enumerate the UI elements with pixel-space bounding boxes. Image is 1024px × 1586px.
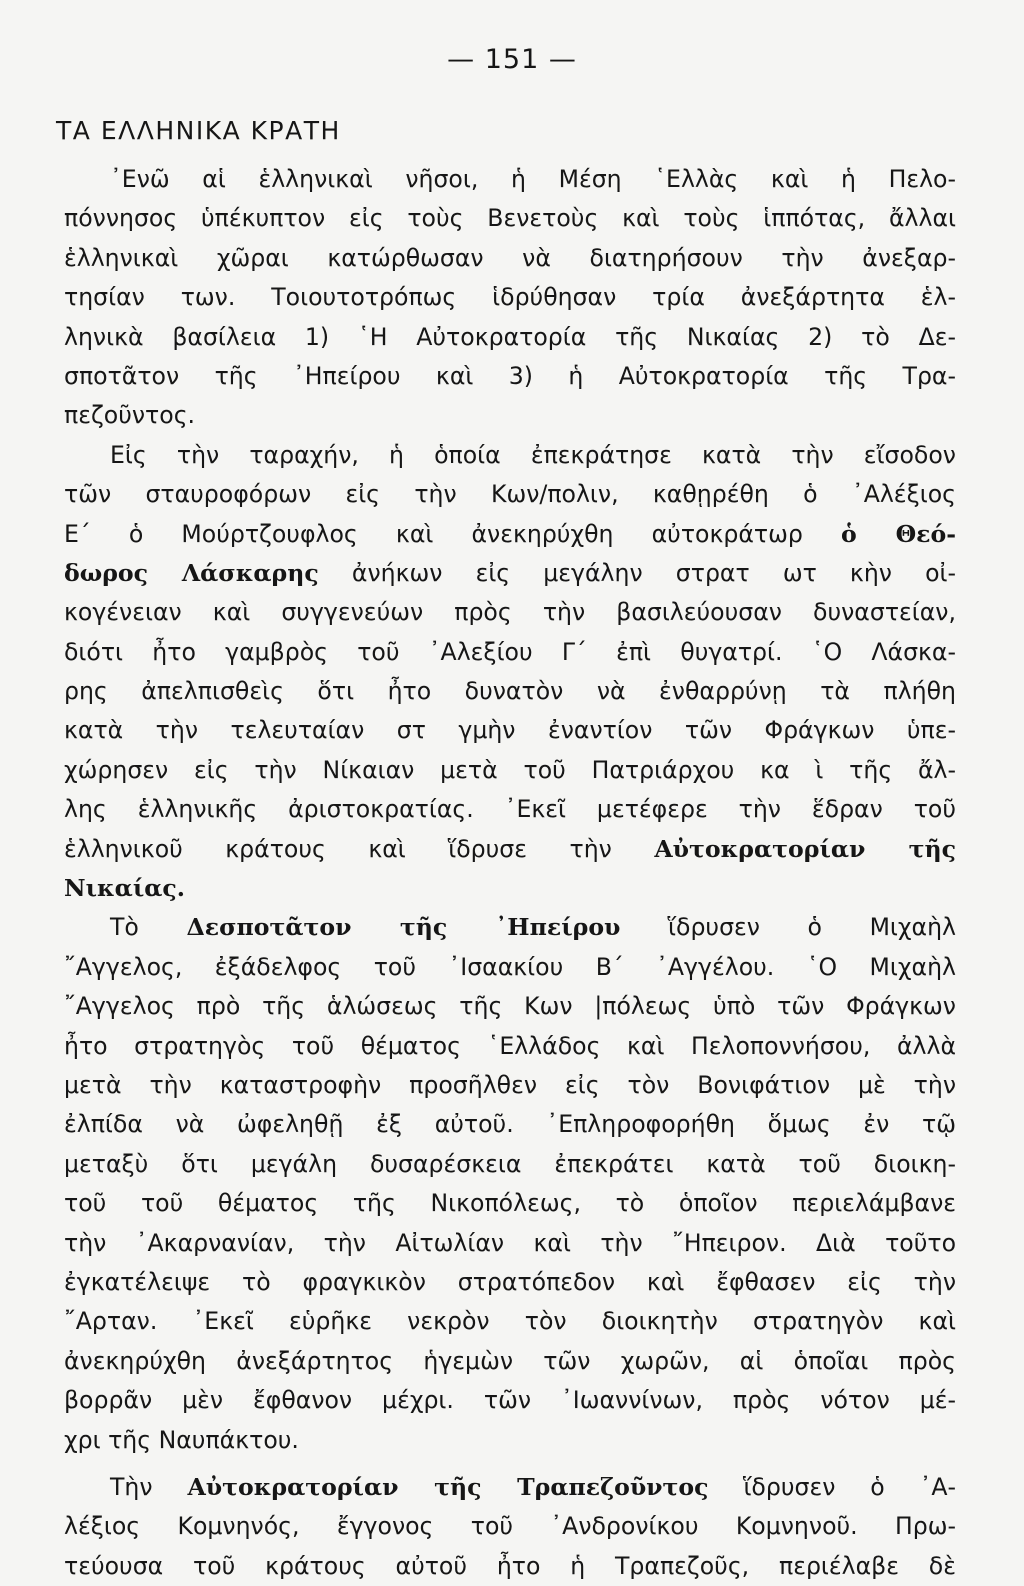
- text-line: ἦτο στρατηγὸς τοῦ θέματος ῾Ελλάδος καὶ Πελοποννήσου, ἀλλὰ: [64, 1031, 956, 1060]
- text-line: πόννησος ὑπέκυπτον εἰς τοὺς Βενετοὺς καὶ τοὺς ἱππότας, ἄλλαι: [64, 204, 956, 233]
- text-line: Τὴν Αὐτοκρατορίαν τῆς Τραπεζοῦντος ἵδρυσεν ὁ ᾿Α-: [110, 1472, 957, 1501]
- text-line: τὴν ᾿Ακαρνανίαν, τὴν Αἰτωλίαν καὶ τὴν ῎Ηπειρον. Διὰ τοῦτο: [64, 1228, 956, 1257]
- text-line: ῎Αγγελος, ἐξάδελφος τοῦ ᾿Ισαακίου Β΄ ᾿Αγγέλου. ῾Ο Μιχαὴλ: [64, 952, 956, 981]
- text-line: δωρος Λάσκαρης ἀνήκων εἰς μεγάλην στρατ ωτ κὴν οἰ-: [64, 558, 957, 587]
- text-line: κογένειαν καὶ συγγενεύων πρὸς τὴν βασιλεύουσαν δυναστείαν,: [64, 598, 956, 627]
- text-line: ρης ἀπελπισθεὶς ὅτι ἦτο δυνατὸν νὰ ἐνθαρρύνῃ τὰ πλήθη: [64, 677, 956, 706]
- text-line: μεταξὺ ὅτι μεγάλη δυσαρέσκεια ἐπεκράτει κατὰ τοῦ διοικη-: [64, 1149, 956, 1178]
- text-line: [64, 869, 956, 908]
- text-line: λέξιος Κομνηνός, ἔγγονος τοῦ ᾿Ανδρονίκου Κομνηνοῦ. Πρω-: [64, 1512, 956, 1541]
- text-line: ῎Αγγελος πρὸ τῆς ἁλώσεως τῆς Κων |πόλεως ὑπὸ τῶν Φράγκων: [64, 992, 956, 1021]
- text-line: τῶν σταυροφόρων εἰς τὴν Κων/πολιν, καθῃρέθη ὁ ᾿Αλέξιος: [64, 480, 956, 509]
- section-title: ΤΑ ΕΛΛΗΝΙΚΑ ΚΡΑΤΗ: [56, 116, 341, 145]
- bold-name-theodoros: ὁ Θεό-: [840, 519, 956, 548]
- text-line: ἑλληνικαὶ χῶραι κατώρθωσαν νὰ διατηρήσουν τὴν ἀνεξαρ-: [64, 243, 956, 272]
- text-line: τεύουσα τοῦ κράτους αὐτοῦ ἦτο ἡ Τραπεζοῦς, περιέλαβε δὲ: [64, 1551, 956, 1580]
- body-text: [64, 160, 956, 1586]
- text-line: Ε΄ ὁ Μούρτζουφλος καὶ ἀνεκηρύχθη αὐτοκράτωρ ὁ Θεό-: [64, 519, 956, 548]
- text-line: ἐγκατέλειψε τὸ φραγκικὸν στρατόπεδον καὶ ἔφθασεν εἰς τὴν: [64, 1267, 956, 1296]
- bold-term-nicaea-empire: Αὐτοκρατορίαν τῆς: [654, 834, 956, 863]
- text-line: Εἰς τὴν ταραχήν, ἡ ὁποία ἐπεκράτησε κατὰ τὴν εἴσοδον: [110, 440, 956, 469]
- text-line: ἐλπίδα νὰ ὠφεληθῇ ἐξ αὐτοῦ. ᾿Επληροφορήθη ὅμως ἐν τῷ: [64, 1110, 956, 1139]
- bold-term-epirus: Δεσποτᾶτον τῆς ᾿Ηπείρου: [186, 913, 621, 942]
- bold-term-trebizond: Αὐτοκρατορίαν τῆς Τραπεζοῦντος: [187, 1472, 709, 1501]
- text-line: μετὰ τὴν καταστροφὴν προσῆλθεν εἰς τὸν Βονιφάτιον μὲ τὴν: [64, 1070, 956, 1099]
- text-line: λης ἑλληνικῆς ἀριστοκρατίας. ᾿Εκεῖ μετέφερε τὴν ἕδραν τοῦ: [64, 795, 956, 824]
- text-line: πεζοῦντος.: [64, 401, 196, 430]
- text-line: τησίαν των. Τοιουτοτρόπως ἱδρύθησαν τρία ἀνεξάρτητα ἑλ-: [64, 283, 956, 312]
- text-line: διότι ἦτο γαμβρὸς τοῦ ᾿Αλεξίου Γ΄ ἐπὶ θυγατρί. ῾Ο Λάσκα-: [64, 637, 956, 666]
- bold-name-laskaris: δωρος Λάσκαρης: [64, 558, 319, 587]
- page-number: — 151 —: [447, 44, 577, 75]
- text-line: ληνικὰ βασίλεια 1) ῾Η Αὐτοκρατορία τῆς Νικαίας 2) τὸ Δε-: [64, 322, 956, 351]
- text-line: ᾿Ενῶ αἱ ἑλληνικαὶ νῆσοι, ἡ Μέση ῾Ελλὰς καὶ ἡ Πελο-: [110, 165, 956, 193]
- text-line: ἑλληνικοῦ κράτους καὶ ἵδρυσε τὴν Αὐτοκρατορίαν τῆς: [64, 834, 956, 863]
- text-line: κατὰ τὴν τελευταίαν στ γμὴν ἐναντίον τῶν Φράγκων ὑπε-: [64, 716, 956, 745]
- text-line: σποτᾶτον τῆς ᾿Ηπείρου καὶ 3) ἡ Αὐτοκρατορία τῆς Τρα-: [64, 361, 956, 390]
- text-line: χρι τῆς Ναυπάκτου.: [64, 1425, 299, 1454]
- bold-term-nicaea: Νικαίας.: [64, 874, 185, 903]
- text-line: ἀνεκηρύχθη ἀνεξάρτητος ἡγεμὼν τῶν χωρῶν, αἱ ὁποῖαι πρὸς: [64, 1346, 956, 1375]
- text-line: Τὸ Δεσποτᾶτον τῆς ᾿Ηπείρου ἵδρυσεν ὁ Μιχαὴλ: [110, 913, 957, 942]
- text-line: τοῦ τοῦ θέματος τῆς Νικοπόλεως, τὸ ὁποῖον περιελάμβανε: [64, 1189, 956, 1218]
- text-line: ῎Αρταν. ᾿Εκεῖ εὑρῆκε νεκρὸν τὸν διοικητὴν στρατηγὸν καὶ: [64, 1307, 956, 1336]
- text-line: βορρᾶν μὲν ἔφθανον μέχρι. τῶν ᾿Ιωαννίνων, πρὸς νότον μέ-: [64, 1386, 956, 1415]
- text-line: χώρησεν εἰς τὴν Νίκαιαν μετὰ τοῦ Πατριάρχου κα ὶ τῆς ἄλ-: [64, 755, 956, 784]
